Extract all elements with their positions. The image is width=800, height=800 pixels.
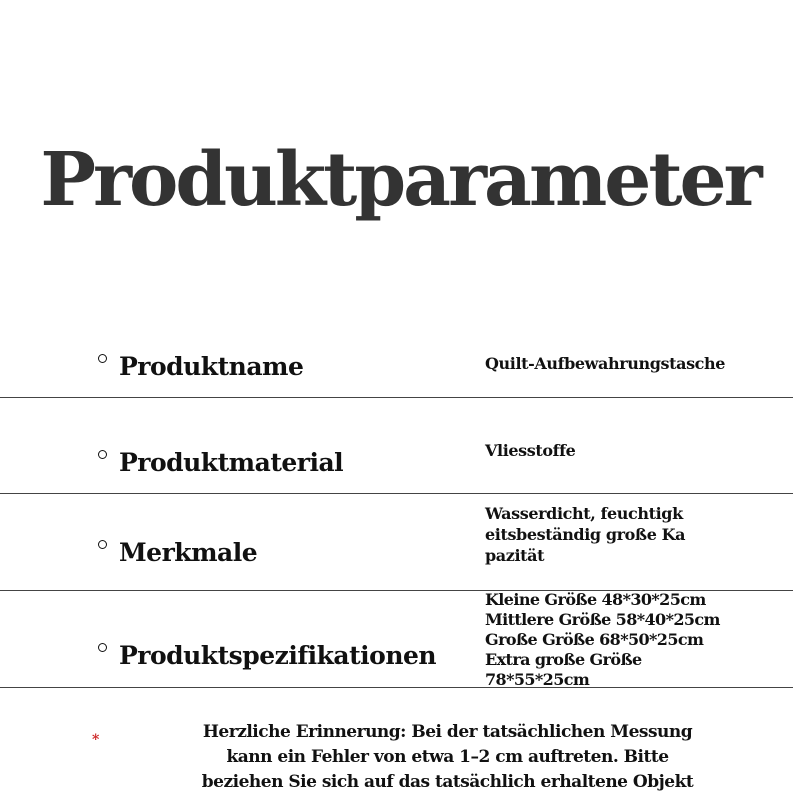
param-label: Merkmale [119,538,258,567]
page-title: Produktparameter [40,137,760,223]
param-name-produktspezifikationen [98,641,436,671]
row-divider [0,397,793,398]
row-divider [0,687,793,688]
reminder-note: Herzliche Erinnerung: Bei der tatsächlichen Messung kann ein Fehler von etwa 1–2 cm auftreten. Bitte beziehen Sie sich auf das tatsächlich erhaltene Objekt [201,722,694,792]
param-value-merkmale: Wasserdicht, feuchtigkeitsbeständig große Kapazität [485,504,686,565]
circle-bullet-icon [98,540,107,549]
param-name-produktmaterial [98,448,343,478]
red-asterisk-icon: * [92,732,100,748]
row-divider [0,493,793,494]
param-value-produktmaterial: Vliesstoffe [485,441,576,460]
circle-bullet-icon [98,354,107,363]
circle-bullet-icon [98,450,107,459]
param-label: Produktmaterial [119,448,344,477]
circle-bullet-icon [98,643,107,652]
param-label: Produktspezifikationen [119,641,437,670]
param-label: Produktname [119,352,304,381]
param-name-produktname [98,352,303,382]
param-name-merkmale [98,538,257,568]
param-value-produktname: Quilt-Aufbewahrungstasche [485,354,726,373]
param-value-produktspezifikationen: Kleine Größe 48*30*25cm Mittlere Größe 58*40*25cm Große Größe 68*50*25cm Extra große Größe 78*55*25cm [485,590,720,689]
